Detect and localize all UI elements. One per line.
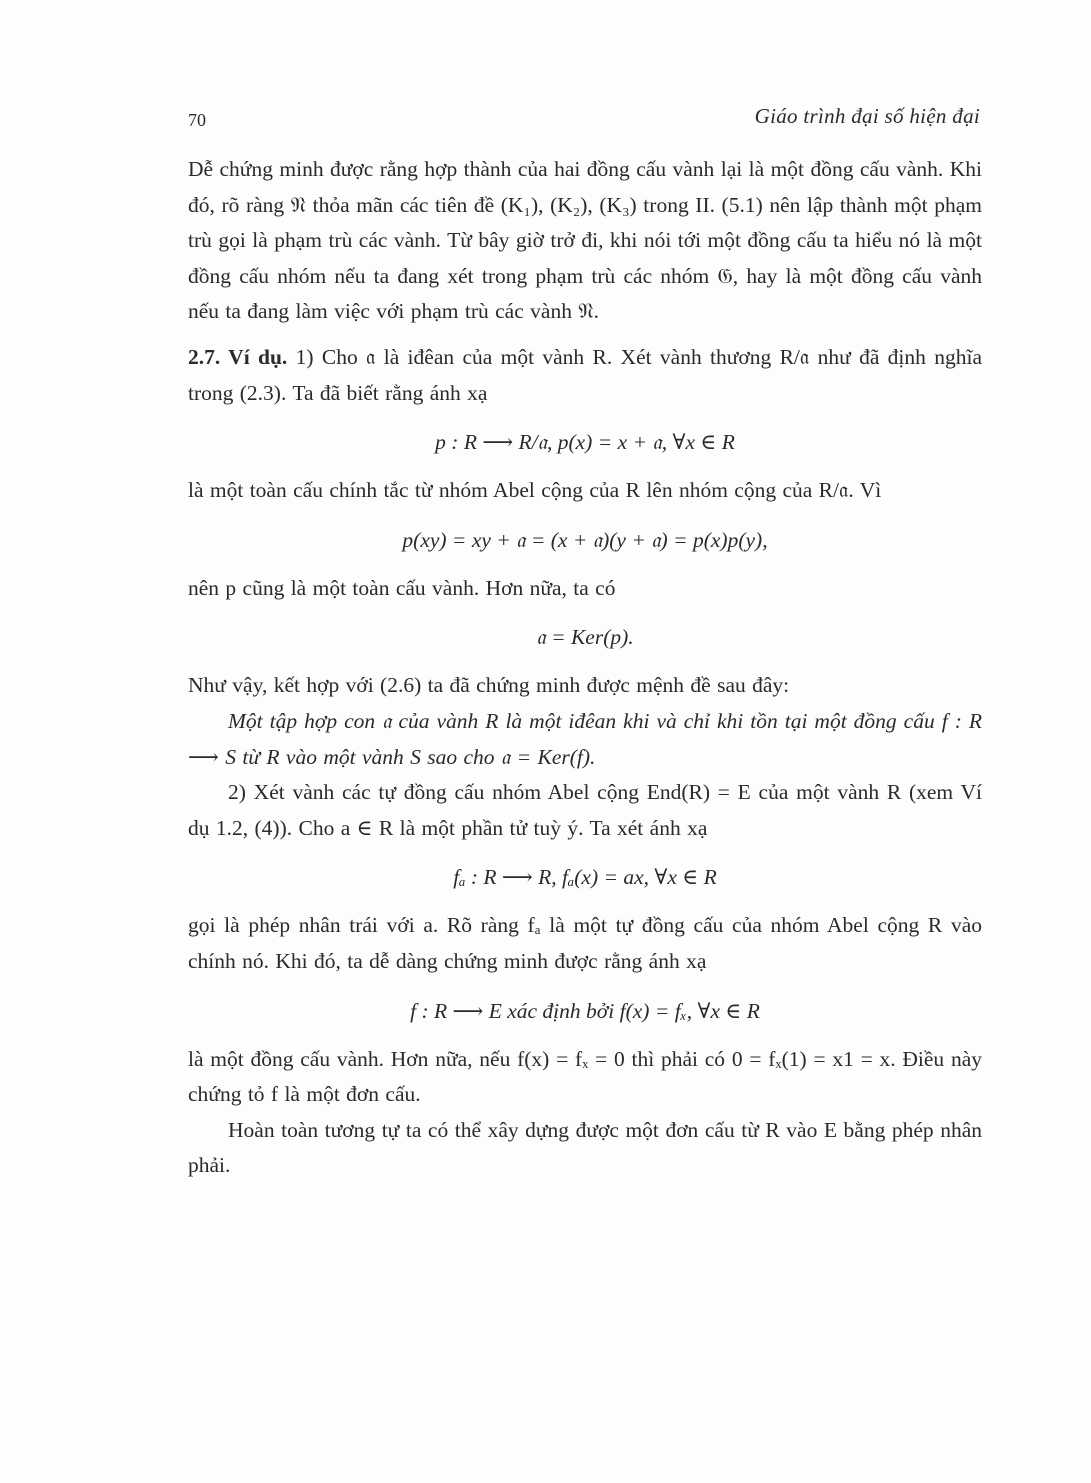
formula-left-multiplication: fₐ : R ⟶ R, fₐ(x) = ax, ∀x ∈ R [453,865,717,890]
page-header [188,104,980,138]
paragraph-endomorphism-ring: 2) Xét vành các tự đồng cấu nhóm Abel cộng End(R) = E của một vành R (xem Ví dụ 1.2, (4)). Cho a ∈ R là một phần tử tuỳ ý. Ta xét ánh xạ [188,780,982,840]
paragraph-ring-epimorphism: nên p cũng là một toàn cấu vành. Hơn nữa, ta có [188,575,616,600]
paragraph-category-of-rings: Dễ chứng minh được rằng hợp thành của hai đồng cấu vành lại là một đồng cấu vành. Khi đó, rõ ràng 𝔑 thỏa mãn các tiên đề (K₁), (K₂), (K₃) trong II. (5.1) nên lập thành một phạm trù gọi là phạm trù các vành. Từ bây giờ trở đi, khi nói tới một đồng cấu ta hiểu nó là một đồng cấu nhóm nếu ta đang xét trong phạm trù các nhóm 𝔊, hay là một đồng cấu vành nếu ta đang làm việc với phạm trù các vành 𝔑. [188,157,982,324]
formula-embedding: f : R ⟶ E xác định bởi f(x) = fₓ, ∀x ∈ R [410,998,760,1023]
paragraph-conclusion-intro: Như vậy, kết hợp với (2.6) ta đã chứng minh được mệnh đề sau đây: [188,673,790,698]
proposition-ideal-kernel: Một tập hợp con 𝔞 của vành R là một iđêan khi và chỉ khi tồn tại một đồng cấu f : R ⟶ S từ R vào một vành S sao cho 𝔞 = Ker(f). [188,708,982,769]
running-title: Giáo trình đại số hiện đại [754,104,980,128]
example-heading: 2.7. Ví dụ. [188,344,288,369]
example-intro-text: 1) Cho 𝔞 là iđêan của một vành R. Xét vành thương R/𝔞 như đã định nghĩa trong (2.3). Ta đã biết rằng ánh xạ [188,344,982,405]
paragraph-right-multiplication: Hoàn toàn tương tự ta có thể xây dựng được một đơn cấu từ R vào E bằng phép nhân phải. [188,1117,982,1178]
paragraph-left-multiplication: gọi là phép nhân trái với a. Rõ ràng fₐ là một tự đồng cấu của nhóm Abel cộng R vào chính nó. Khi đó, ta dễ dàng chứng minh được rằng ánh xạ [188,913,982,973]
example-paragraph [188,340,982,411]
page-number: 70 [188,110,206,130]
paragraph-monomorphism: là một đồng cấu vành. Hơn nữa, nếu f(x) = fₓ = 0 thì phải có 0 = fₓ(1) = x1 = x. Điều này chứng tỏ f là một đơn cấu. [188,1046,982,1107]
formula-kernel: 𝔞 = Ker(p). [536,625,634,650]
paragraph-canonical-epimorphism: là một toàn cấu chính tắc từ nhóm Abel cộng của R lên nhóm cộng của R/𝔞. Vì [188,478,882,503]
formula-multiplicativity: p(xy) = xy + 𝔞 = (x + 𝔞)(y + 𝔞) = p(x)p(y), [402,527,768,552]
formula-canonical-projection: p : R ⟶ R/𝔞, p(x) = x + 𝔞, ∀x ∈ R [435,430,735,455]
page-body [188,152,982,1184]
